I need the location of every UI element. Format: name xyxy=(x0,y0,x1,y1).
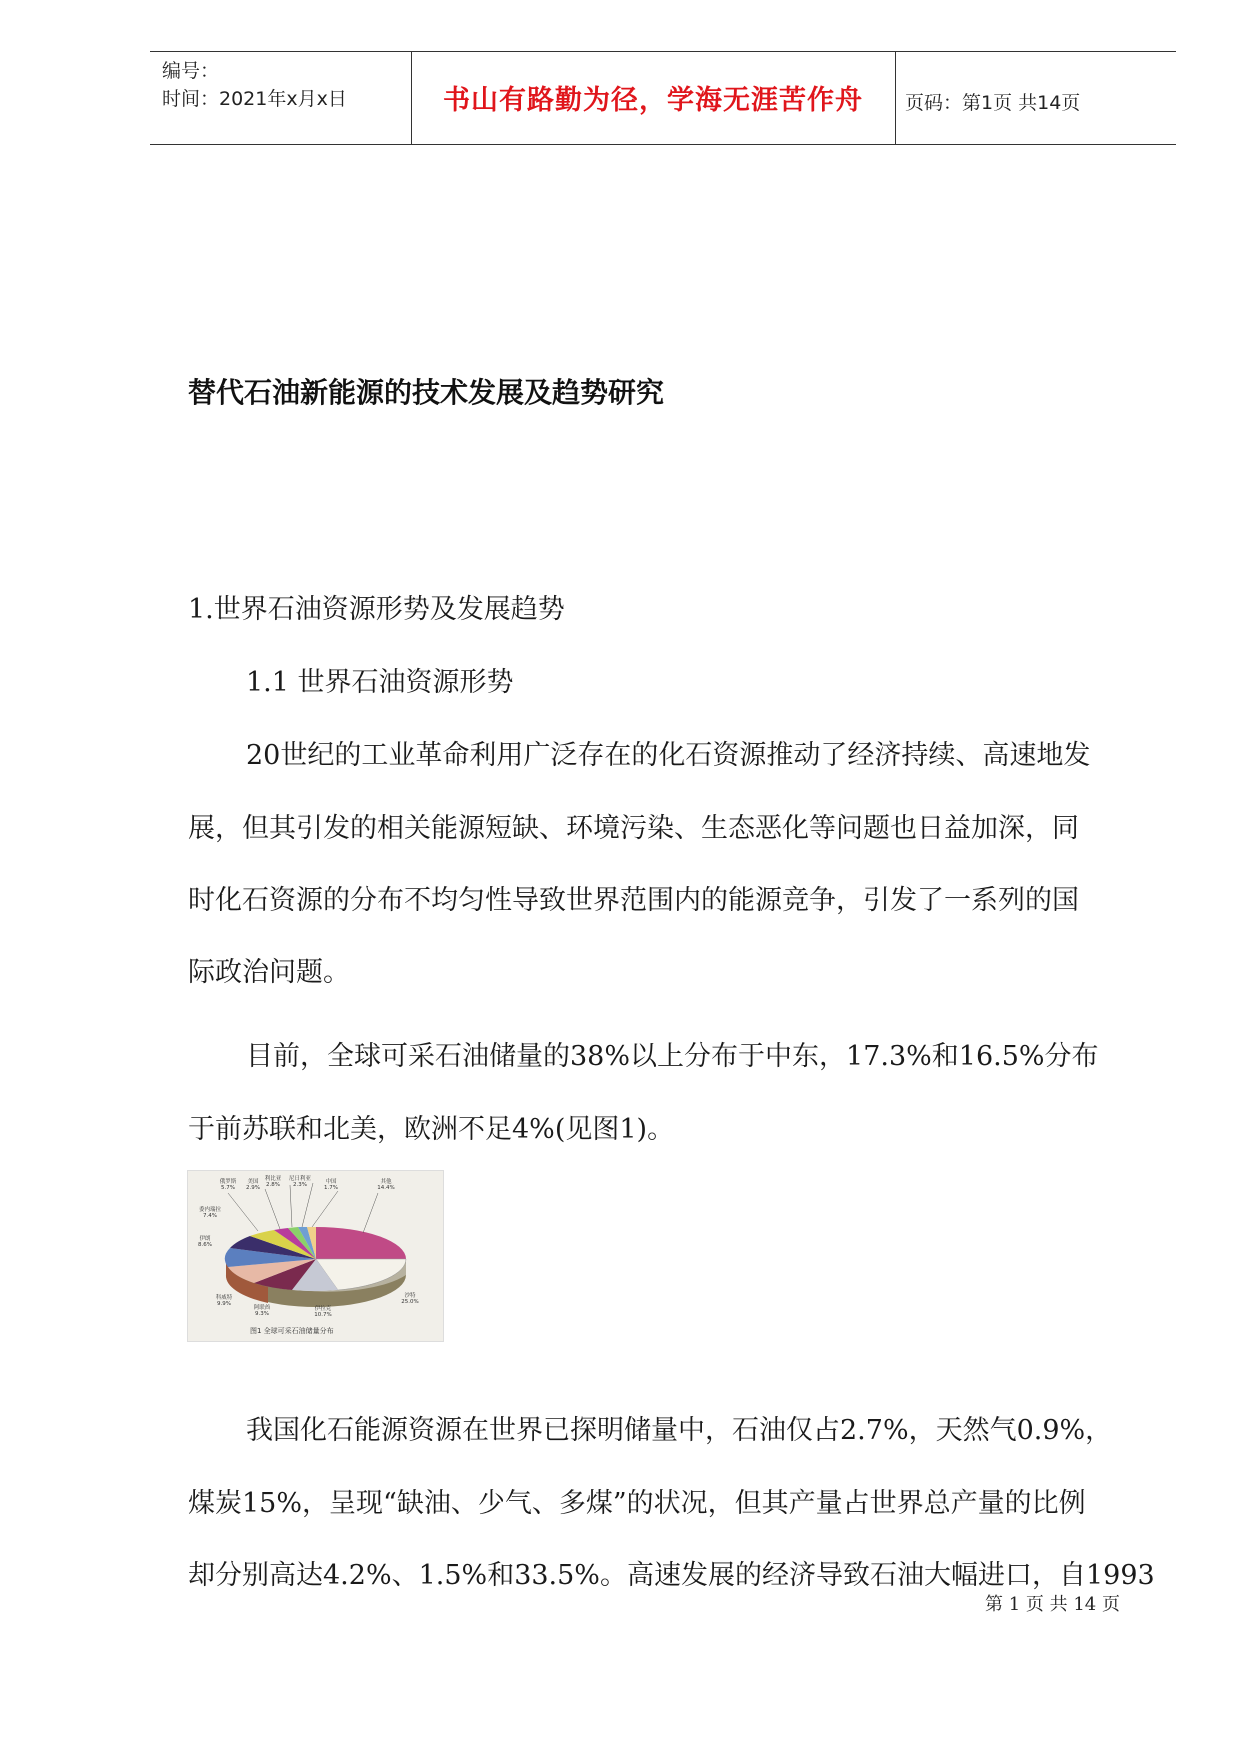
figure-caption: 图1 全球可采石油储量分布 xyxy=(250,1327,334,1335)
pie-label-value: 9.9% xyxy=(217,1301,231,1307)
document-time-label: 时间：2021年x月x日 xyxy=(162,88,347,110)
paragraph-line: 煤炭15%，呈现“缺油、少气、多煤”的状况，但其产量占世界总产量的比例 xyxy=(188,1488,1086,1519)
pie-chart-graphic xyxy=(188,1171,443,1326)
pie-label-name: 尼日利亚 xyxy=(288,1176,312,1182)
pie-label-value: 7.4% xyxy=(203,1213,217,1219)
pie-label-name: 其他 xyxy=(380,1179,392,1185)
pie-slice-other xyxy=(316,1227,406,1259)
paragraph-line: 展，但其引发的相关能源短缺、环境污染、生态恶化等问题也日益加深，同 xyxy=(188,813,1079,844)
header-divider-right xyxy=(895,51,896,144)
figure-oil-reserves-pie xyxy=(187,1170,444,1342)
pie-label-name: 阿联酋 xyxy=(253,1305,271,1311)
paragraph-line: 时化石资源的分布不均匀性导致世界范围内的能源竞争，引发了一系列的国 xyxy=(188,885,1079,916)
header-page-info: 页码：第1页 共14页 xyxy=(905,92,1081,114)
pie-label-value: 10.7% xyxy=(314,1312,332,1318)
paragraph-line: 我国化石能源资源在世界已探明储量中，石油仅占2.7%，天然气0.9%， xyxy=(246,1415,1113,1446)
pie-label-value: 2.9% xyxy=(246,1185,260,1191)
pie-label-value: 25.0% xyxy=(401,1299,419,1305)
paragraph-line: 20世纪的工业革命利用广泛存在的化石资源推动了经济持续、高速地发 xyxy=(246,740,1091,771)
pie-label-value: 2.3% xyxy=(293,1182,307,1188)
pie-label-value: 2.8% xyxy=(266,1182,280,1188)
pie-label-name: 美国 xyxy=(247,1179,259,1185)
header-top-rule xyxy=(150,51,1176,52)
pie-label-value: 5.7% xyxy=(221,1185,235,1191)
document-number-label: 编号： xyxy=(162,60,220,82)
pie-label-name: 伊朗 xyxy=(199,1236,211,1242)
pie-label-name: 科威特 xyxy=(215,1295,233,1301)
pie-label-value: 8.6% xyxy=(198,1242,212,1248)
pie-label-name: 伊拉克 xyxy=(314,1306,332,1312)
paragraph-line: 却分别高达4.2%、1.5%和33.5%。高速发展的经济导致石油大幅进口，自1993 xyxy=(188,1560,1155,1591)
pie-label-value: 14.4% xyxy=(377,1185,395,1191)
document-title: 替代石油新能源的技术发展及趋势研究 xyxy=(188,376,665,409)
pie-label-value: 1.7% xyxy=(324,1185,338,1191)
subsection-heading: 1.1 世界石油资源形势 xyxy=(246,667,514,698)
header-motto: 书山有路勤为径，学海无涯苦作舟 xyxy=(443,85,863,116)
page-footer: 第 1 页 共 14 页 xyxy=(985,1594,1120,1615)
pie-label-name: 俄罗斯 xyxy=(219,1179,237,1185)
pie-label-name: 沙特 xyxy=(404,1293,416,1299)
pie-label-name: 中国 xyxy=(325,1179,337,1185)
paragraph-line: 于前苏联和北美，欧洲不足4%(见图1)。 xyxy=(188,1114,675,1145)
section-heading: 1.世界石油资源形势及发展趋势 xyxy=(188,594,565,625)
header-bottom-rule xyxy=(150,144,1176,145)
pie-label-name: 利比亚 xyxy=(264,1176,282,1182)
pie-label-value: 9.3% xyxy=(255,1311,269,1317)
paragraph-line: 目前，全球可采石油储量的38%以上分布于中东，17.3%和16.5%分布 xyxy=(246,1041,1099,1072)
paragraph-line: 际政治问题。 xyxy=(188,957,350,988)
pie-label-name: 委内瑞拉 xyxy=(198,1207,222,1213)
